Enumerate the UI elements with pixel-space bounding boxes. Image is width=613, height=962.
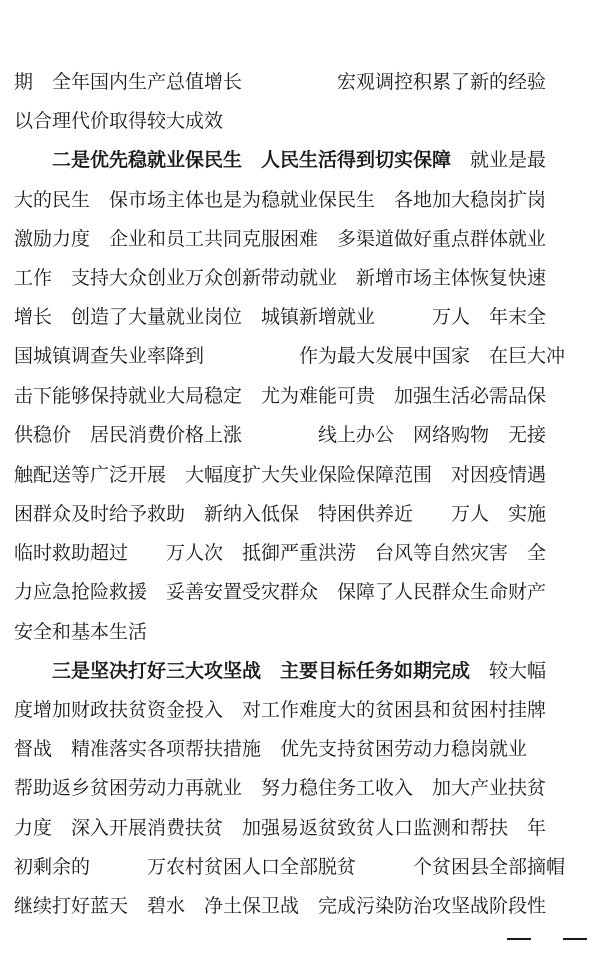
paragraph-heading: 三是坚决打好三大攻坚战 主要目标任务如期完成 bbox=[52, 660, 471, 682]
text-line: 初剩余的 万农村贫困人口全部脱贫 个贫困县全部摘帽 bbox=[14, 856, 566, 878]
text-line: 度增加财政扶贫资金投入 对工作难度大的贫困县和贫困村挂牌 bbox=[14, 699, 547, 721]
paragraph-heading: 二是优先稳就业保民生 人民生活得到切实保障 bbox=[52, 149, 452, 171]
text-line: 触配送等广泛开展 大幅度扩大失业保险保障范围 对因疫情遇 bbox=[14, 464, 547, 486]
text-line: 供稳价 居民消费价格上涨 线上办公 网络购物 无接 bbox=[14, 424, 547, 446]
text-line: 力度 深入开展消费扶贫 加强易返贫致贫人口监测和帮扶 年 bbox=[14, 817, 547, 839]
text-line: 二是优先稳就业保民生 人民生活得到切实保障 就业是最 bbox=[52, 149, 547, 171]
text-line: 大的民生 保市场主体也是为稳就业保民生 各地加大稳岗扩岗 bbox=[14, 189, 547, 211]
page-number-dash bbox=[507, 938, 531, 940]
text-line: 安全和基本生活 bbox=[14, 621, 148, 643]
text-line: 国城镇调查失业率降到 作为最大发展中国家 在巨大冲 bbox=[14, 345, 566, 367]
text-line: 困群众及时给予救助 新纳入低保 特困供养近 万人 实施 bbox=[14, 503, 547, 525]
text-line: 临时救助超过 万人次 抵御严重洪涝 台风等自然灾害 全 bbox=[14, 542, 547, 564]
text-line: 力应急抢险救援 妥善安置受灾群众 保障了人民群众生命财产 bbox=[14, 581, 547, 603]
text-line: 帮助返乡贫困劳动力再就业 努力稳住务工收入 加大产业扶贫 bbox=[14, 777, 547, 799]
page-number-dash bbox=[563, 938, 587, 940]
text-line: 继续打好蓝天 碧水 净土保卫战 完成污染防治攻坚战阶段性 bbox=[14, 895, 547, 917]
text-line: 工作 支持大众创业万众创新带动就业 新增市场主体恢复快速 bbox=[14, 267, 547, 289]
text-line: 三是坚决打好三大攻坚战 主要目标任务如期完成 较大幅 bbox=[52, 660, 547, 682]
text-line: 以合理代价取得较大成效 bbox=[14, 110, 224, 132]
text-line: 督战 精准落实各项帮扶措施 优先支持贫困劳动力稳岗就业 bbox=[14, 738, 528, 760]
text-line: 期 全年国内生产总值增长 宏观调控积累了新的经验 bbox=[14, 71, 547, 93]
text-line: 击下能够保持就业大局稳定 尤为难能可贵 加强生活必需品保 bbox=[14, 385, 547, 407]
text-line: 增长 创造了大量就业岗位 城镇新增就业 万人 年末全 bbox=[14, 306, 547, 328]
text-line: 激励力度 企业和员工共同克服困难 多渠道做好重点群体就业 bbox=[14, 228, 547, 250]
